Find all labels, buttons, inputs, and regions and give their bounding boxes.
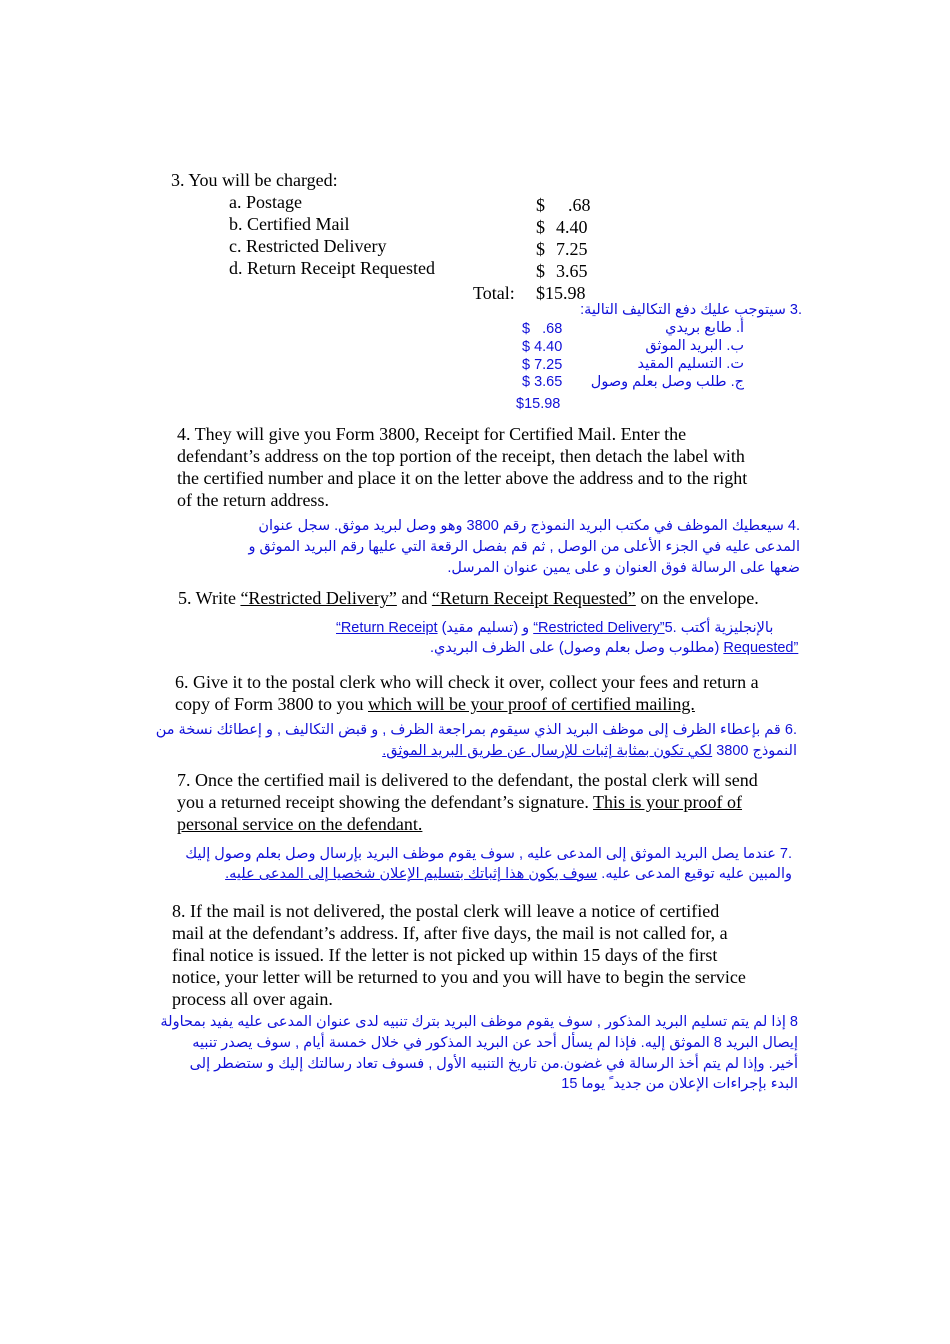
total-label: Total:	[473, 283, 515, 303]
charge-label: b. Certified Mail	[229, 214, 350, 234]
paragraph-line-arabic: .4 سيعطيك الموظف في مكتب البريد النموذج رقم 3800 وهو وصل لبريد موثق. سجل عنوان	[258, 518, 800, 534]
charge-label: d. Return Receipt Requested	[229, 258, 435, 278]
paragraph-line: final notice is issued. If the letter is not picked up within 15 days of the first	[172, 945, 718, 965]
paragraph-line: the certified number and place it on the letter above the address and to the right	[177, 468, 748, 488]
charge-dollar: $	[536, 217, 545, 237]
charge-amount-arabic: $ 3.65	[522, 374, 563, 390]
charge-dollar: $	[536, 239, 545, 259]
term-return-receipt: “Return Receipt Requested”	[431, 588, 636, 608]
paragraph-line: process all over again.	[172, 989, 333, 1009]
proof-of-service-arabic: سوف يكون هذا إثباتك بتسليم الإعلان شخصيا إلى المدعى عليه.	[225, 866, 598, 882]
text: النموذج 3800	[712, 743, 797, 759]
paragraph-line-arabic: إيصال البريد 8 الموثق إليه. فإذا لم يسأل أحد عن البريد المذكور في خلال خمسة أيام , سوف يصدر تنبيه	[192, 1035, 798, 1051]
paragraph-line-arabic	[225, 864, 792, 884]
text: you a returned receipt showing the defendant’s signature.	[177, 792, 594, 812]
term-return-receipt: “Return Receipt	[336, 620, 438, 636]
charge-label-arabic: أ. طابع بريدي	[665, 320, 744, 336]
text: (مطلوب وصل بعلم وصول) على الظرف البريدي.	[430, 640, 720, 656]
text: and	[396, 588, 432, 608]
charge-amount: .68	[568, 195, 591, 215]
total-value: $15.98	[536, 283, 586, 303]
paragraph-line-arabic: .7 عندما يصل البريد الموثق إلى المدعى عليه , سوف يقوم موظف البريد بإرسال وصل بعلم وصول إليك	[185, 846, 792, 862]
paragraph-line-arabic: البدء بإجراءات الإعلان من جديد ً يوما 15	[561, 1076, 798, 1092]
arabic-line	[336, 619, 777, 637]
text: والمبين عليه توقيع المدعى عليه.	[597, 866, 792, 882]
arabic-line	[430, 639, 798, 657]
paragraph-line: defendant’s address on the top portion of the receipt, then detach the label with	[177, 446, 745, 466]
paragraph-line	[175, 693, 695, 715]
paragraph-line	[177, 791, 742, 813]
charge-amount: 3.65	[556, 261, 588, 281]
charge-dollar: $	[536, 195, 545, 215]
charge-amount-arabic: $ .68	[522, 321, 563, 337]
charge-label: a. Postage	[229, 192, 302, 212]
paragraph-line: 7. Once the certified mail is delivered to the defendant, the postal clerk will send	[177, 770, 758, 790]
text: و (تسليم مقيد)	[437, 620, 534, 636]
charge-label-arabic: ج. طلب وصل بعلم وصول	[590, 374, 744, 390]
charge-label-arabic: ت. التسليم المقيد	[637, 356, 744, 372]
paragraph-line: mail at the defendant’s address. If, after five days, the mail is not called for, a	[172, 923, 728, 943]
term-restricted-delivery: “Restricted Delivery”	[240, 588, 397, 608]
charge-amount-arabic: $ 4.40	[522, 339, 563, 355]
paragraph-line-arabic: .6 قم بإعطاء الظرف إلى موظف البريد الذي سيقوم بمراجعة الظرف , و قبض التكاليف , و إعطائك نسخة من	[155, 722, 797, 738]
paragraph-line-arabic	[382, 741, 797, 761]
term-requested: Requested”	[723, 640, 799, 656]
paragraph-line: 6. Give it to the postal clerk who will check it over, collect your fees and return a	[175, 672, 759, 692]
paragraph-line-arabic: أخير. وإذا لم يتم أخذ الرسالة في غضون.من تاريخ التنبيه الأول , فسوف تعاد رسالتك إليك و ستضطر إلى	[189, 1056, 798, 1072]
paragraph-line: of the return address.	[177, 490, 329, 510]
text: copy of Form 3800 to you	[175, 694, 368, 714]
charge-amount: 7.25	[556, 239, 588, 259]
charges-heading: 3. You will be charged:	[171, 170, 338, 190]
proof-of-mailing: which will be your proof of certified mailing.	[368, 694, 695, 714]
charges-heading-arabic: .3 سيتوجب عليك دفع التكاليف التالية:	[580, 302, 802, 318]
paragraph-line: 4. They will give you Form 3800, Receipt for Certified Mail. Enter the	[177, 424, 687, 444]
paragraph-line: 8. If the mail is not delivered, the postal clerk will leave a notice of certified	[172, 901, 720, 921]
proof-of-mailing-arabic: لكي تكون بمثابة إثبات للإرسال عن طريق البريد الموثق.	[382, 743, 713, 759]
charge-dollar: $	[536, 261, 545, 281]
charge-label-arabic: ب. البريد الموثق	[645, 338, 744, 354]
text: 5. Write	[178, 588, 241, 608]
paragraph-line-arabic: ضعها على الرسالة فوق العنوان و على يمين عنوان المرسل.	[447, 560, 800, 576]
paragraph-line-arabic: 8 إذا لم يتم تسليم البريد المذكور , سوف يقوم موظف البريد بترك تنبيه لدى عنوان المدعى عليه يفيد بمحاولة	[160, 1014, 798, 1030]
charge-amount: 4.40	[556, 217, 588, 237]
charge-amount-arabic: $ 7.25	[522, 357, 563, 373]
charge-label: c. Restricted Delivery	[229, 236, 387, 256]
text: on the envelope.	[635, 588, 759, 608]
total-value-arabic: $15.98	[516, 396, 561, 412]
paragraph-line: notice, your letter will be returned to you and you will have to begin the service	[172, 967, 746, 987]
paragraph-line-arabic: المدعى عليه في الجزء الأعلى من الوصل , ثم قم بفصل الرقعة التي عليها رقم البريد الموثق و	[248, 539, 800, 555]
proof-of-service: personal service on the defendant.	[177, 814, 423, 834]
term-restricted-delivery: “Restricted Delivery”	[533, 620, 665, 636]
proof-of-service: This is your proof of	[593, 792, 743, 812]
text: بالإنجليزية أكتب .5	[664, 620, 778, 636]
section-5	[178, 587, 759, 609]
